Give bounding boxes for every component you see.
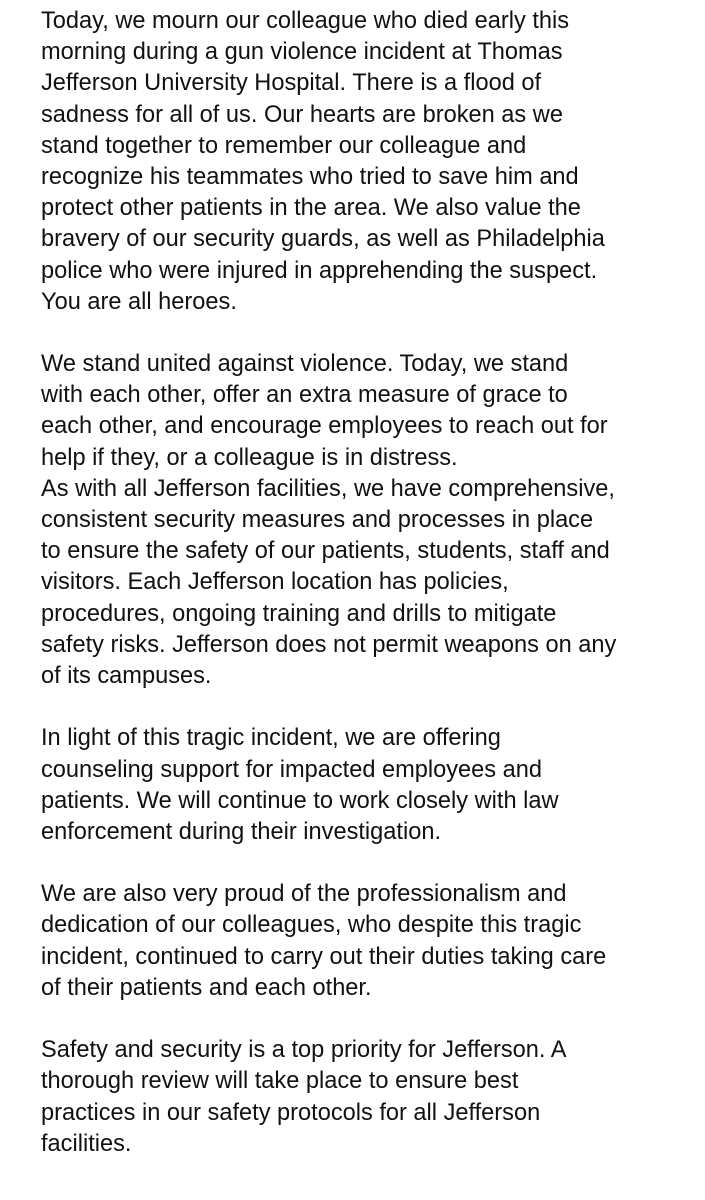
paragraph-spacer — [41, 1004, 695, 1035]
paragraph-spacer — [41, 848, 695, 879]
paragraph-security-measures — [41, 474, 695, 692]
text-line: consistent security measures and processes in place — [41, 507, 594, 533]
text-line: help if they, or a colleague is in distress. — [41, 444, 458, 471]
text-line: stand together to remember our colleague and — [41, 132, 527, 159]
text-line: Jefferson University Hospital. There is a flood of — [41, 70, 542, 97]
text-line: thorough review will take place to ensure best — [41, 1068, 519, 1095]
text-line: of their patients and each other. — [41, 974, 372, 1001]
text-line: practices in our safety protocols for all Jefferson — [41, 1099, 541, 1126]
text-line: enforcement during their investigation. — [41, 818, 442, 845]
text-line: We stand united against violence. Today, we stand — [41, 351, 569, 378]
text-line: with each other, offer an extra measure of grace to — [41, 382, 568, 409]
text-line: counseling support for impacted employees and — [41, 756, 543, 783]
text-line: visitors. Each Jefferson location has policies, — [41, 569, 509, 596]
text-line: each other, and encourage employees to reach out for — [41, 413, 608, 440]
text-line: safety risks. Jefferson does not permit weapons on any — [41, 631, 617, 658]
text-line: procedures, ongoing training and drills to mitigate — [41, 600, 557, 627]
text-line: patients. We will continue to work closely with law — [41, 787, 559, 814]
text-line: Safety and security is a top priority for Jefferson. A — [41, 1037, 567, 1064]
text-line: incident, continued to carry out their duties taking care — [41, 943, 607, 970]
text-line: to ensure the safety of our patients, students, staff and — [41, 538, 610, 565]
text-line: We are also very proud of the professionalism and — [41, 881, 567, 908]
text-line: In light of this tragic incident, we are offering — [41, 725, 501, 752]
paragraph-safety-priority — [41, 1035, 695, 1160]
text-line: morning during a gun violence incident at Thomas — [41, 39, 563, 66]
paragraph-professionalism — [41, 879, 695, 1004]
text-line: dedication of our colleagues, who despite this tragic — [41, 912, 582, 939]
paragraph-spacer — [41, 692, 695, 723]
paragraph-united — [41, 349, 695, 474]
text-line: recognize his teammates who tried to save him and — [41, 163, 579, 190]
text-line: police who were injured in apprehending the suspect. — [41, 257, 598, 284]
paragraph-counseling — [41, 723, 695, 848]
text-line: of its campuses. — [41, 662, 212, 689]
paragraph-mourning — [41, 6, 695, 318]
text-line: facilities. — [41, 1130, 132, 1157]
paragraph-spacer — [41, 318, 695, 349]
text-line: You are all heroes. — [41, 288, 237, 315]
text-line: sadness for all of us. Our hearts are broken as we — [41, 101, 563, 128]
text-line: As with all Jefferson facilities, we have comprehensive, — [41, 475, 615, 502]
text-line: protect other patients in the area. We also value the — [41, 195, 581, 222]
text-line: bravery of our security guards, as well as Philadelphia — [41, 226, 605, 253]
text-line: Today, we mourn our colleague who died early this — [41, 8, 570, 34]
